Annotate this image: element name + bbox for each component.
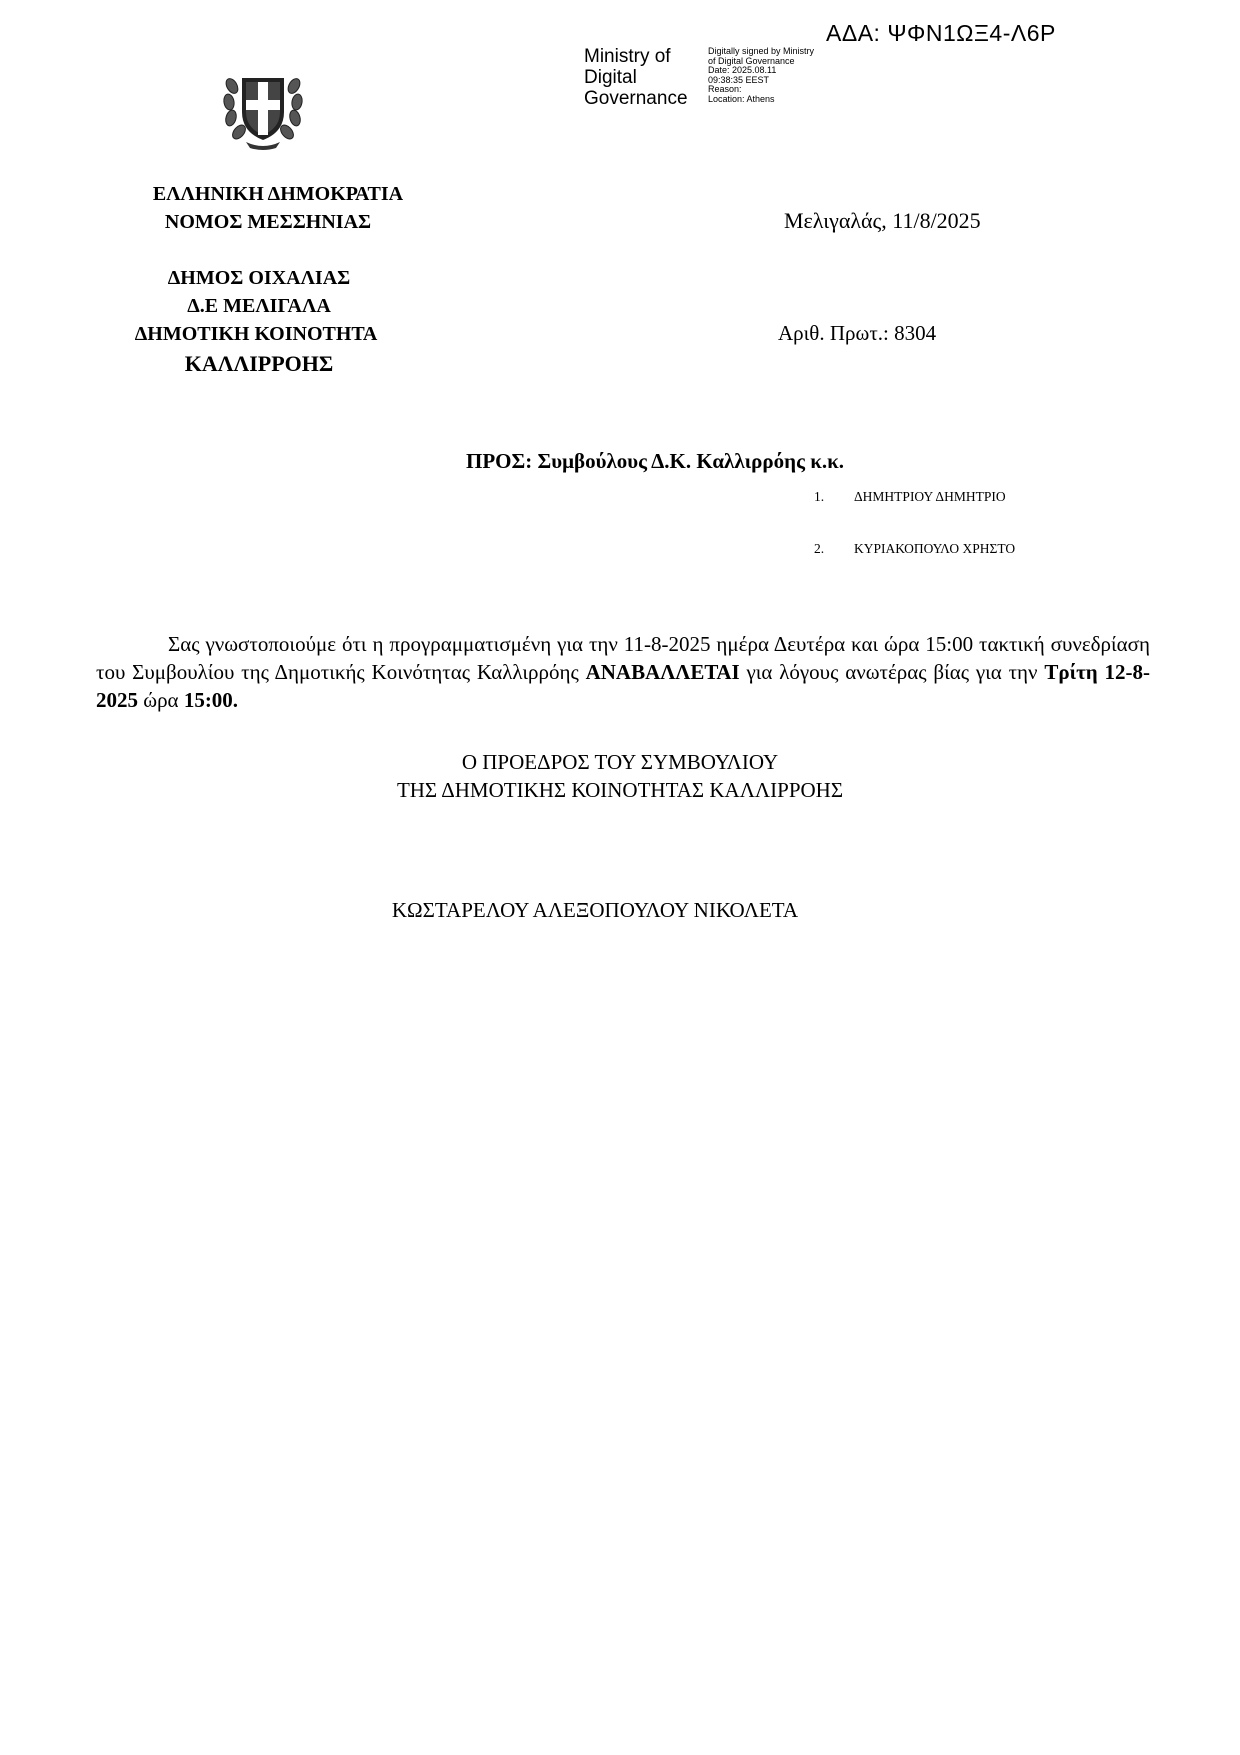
recipients-heading: ΠΡΟΣ: Συμβούλους Δ.Κ. Καλλιρρόης κ.κ. [466,449,845,473]
president-name: ΚΩΣΤΑΡΕΛΟΥ ΑΛΕΞΟΠΟΥΛΟΥ ΝΙΚΟΛΕΤΑ [391,898,799,922]
header-prefecture: ΝΟΜΟΣ ΜΕΣΣΗΝΙΑΣ [164,211,372,233]
body-text: ώρα [138,688,184,712]
recipient-item [814,541,1015,557]
recipient-item [814,489,1006,505]
header-community-name: ΚΑΛΛΙΡΡΟΗΣ [184,351,334,376]
body-text: Σας γνωστοποιούμε ότι η προγραμματισμένη για την 11-8-2025 ημέρα Δευτέρα και ώρα 15:00 τακτική συνεδρίαση του Συμβουλίου της Δημοτικής Κοινότητας Καλλιρρόης [96,632,1150,684]
president-title-line1: Ο ΠΡΟΕΔΡΟΣ ΤΟΥ ΣΥΜΒΟΥΛΙΟΥ [461,750,779,774]
recipient-name: ΔΗΜΗΤΡΙΟΥ ΔΗΜΗΤΡΙΟ [854,489,1006,504]
ada-code: ΑΔΑ: ΨΦΝ1ΩΞ4-Λ6Ρ [826,20,1056,46]
signature-details [708,47,814,105]
body-paragraph [96,630,1150,714]
recipient-name: ΚΥΡΙΑΚΟΠΟΥΛΟ ΧΡΗΣΤΟ [854,541,1016,556]
body-emphasis: ΑΝΑΒΑΛΛΕΤΑΙ [585,660,740,684]
signature-issuer-line: Digital [584,67,637,88]
header-republic: ΕΛΛΗΝΙΚΗ ΔΗΜΟΚΡΑΤΙΑ [152,183,404,205]
signature-issuer [584,46,688,109]
signature-detail-line: Reason: [708,84,742,95]
signature-detail-line: 09:38:35 EEST [708,74,770,85]
signature-issuer-line: Governance [584,88,688,109]
recipient-number: 2. [814,541,825,556]
signature-detail-line: of Digital Governance [708,55,795,66]
president-title-line2: ΤΗΣ ΔΗΜΟΤΙΚΗΣ ΚΟΙΝΟΤΗΤΑΣ ΚΑΛΛΙΡΡΟΗΣ [396,778,844,802]
recipient-number: 1. [814,489,825,504]
signature-issuer-line: Ministry of [584,46,671,67]
protocol-number: Αριθ. Πρωτ.: 8304 [778,321,937,345]
body-text: για λόγους ανωτέρας βίας για την [739,660,1045,684]
signature-detail-line: Digitally signed by Ministry [708,46,815,56]
coat-of-arms-icon [222,64,304,150]
place-date: Μελιγαλάς, 11/8/2025 [784,208,981,233]
signature-detail-line: Date: 2025.08.11 [708,65,777,76]
header-municipal-unit: Δ.Ε ΜΕΛΙΓΑΛΑ [187,295,331,317]
header-municipality: ΔΗΜΟΣ ΟΙΧΑΛΙΑΣ [167,267,351,289]
body-emphasis: Τρίτη 12-8-2025 [96,660,1150,712]
header-community: ΔΗΜΟΤΙΚΗ ΚΟΙΝΟΤΗΤΑ [134,323,378,345]
body-emphasis: 15:00. [183,688,239,712]
signature-detail-line: Location: Athens [708,93,775,104]
